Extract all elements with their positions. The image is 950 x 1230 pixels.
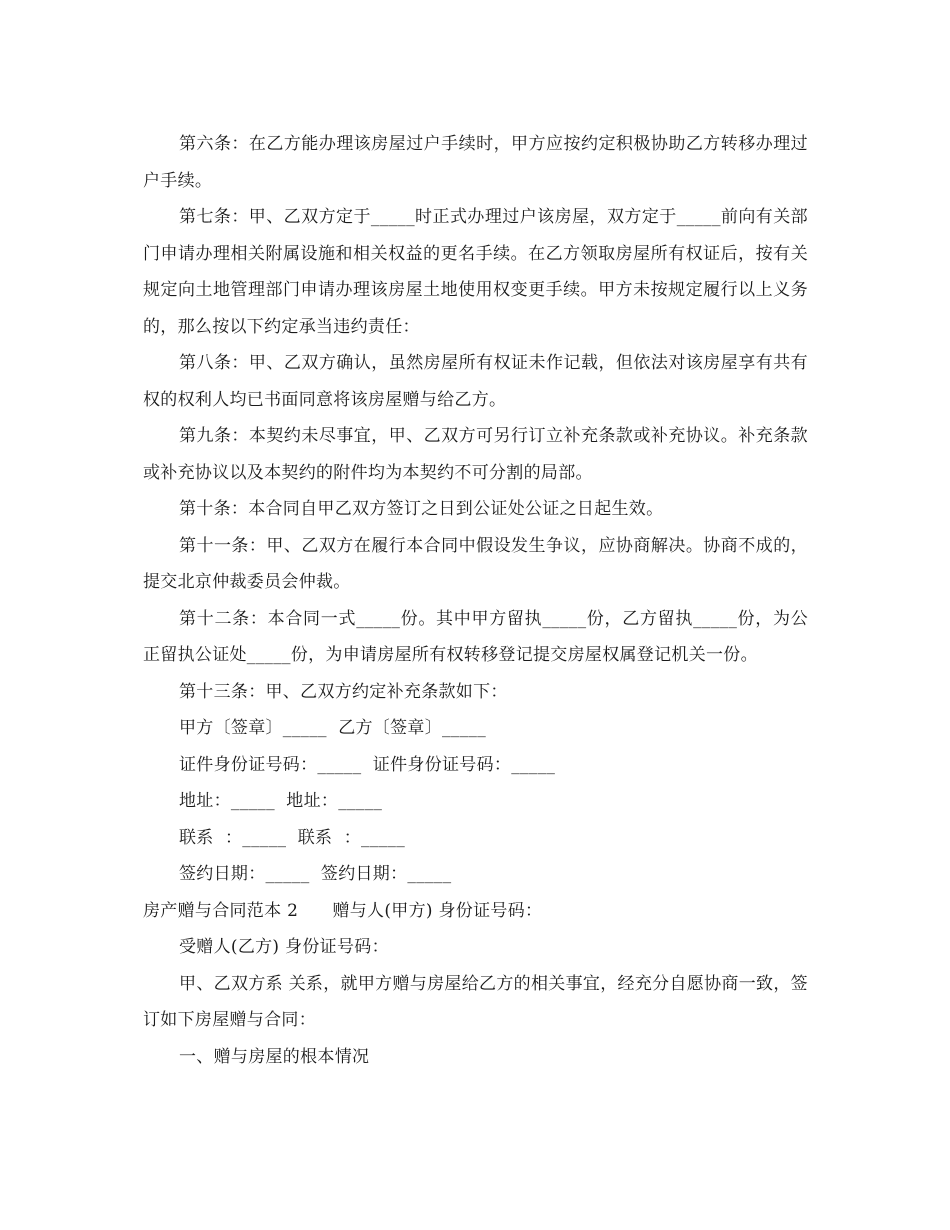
signature-line-date: 签约日期：_____ 签约日期：_____: [179, 864, 452, 884]
signature-line-seal: 甲方〔签章〕_____ 乙方〔签章〕_____: [179, 718, 487, 738]
clause-9: 第九条：本契约未尽事宜，甲、乙双方可另行订立补充条款或补充协议。补充条款或补充协议以及本契约的附件均为本契约不可分割的局部。: [143, 426, 808, 483]
clause-10: 第十条：本合同自甲乙双方签订之日到公证处公证之日起生效。: [179, 499, 664, 519]
clause-6: 第六条：在乙方能办理该房屋过户手续时，甲方应按约定积极协助乙方转移办理过户手续。: [143, 134, 808, 191]
signature-line-address: 地址：_____ 地址：_____: [179, 791, 383, 811]
clause-13: 第十三条：甲、乙双方约定补充条款如下：: [179, 681, 508, 702]
recipient-line: 受赠人(乙方) 身份证号码：: [179, 937, 389, 957]
section-one-heading: 一、赠与房屋的根本情况: [179, 1046, 370, 1067]
signature-line-contact: 联系 ：_____ 联系 ：_____: [179, 827, 406, 848]
clause-12: 第十二条：本合同一式_____份。其中甲方留执_____份，乙方留执_____份，为公正留执公证处_____份，为申请房屋所有权转移登记提交房屋权属登记机关一份。: [143, 608, 808, 665]
clause-8: 第八条：甲、乙双方确认，虽然房屋所有权证未作记载，但依法对该房屋享有共有权的权利人均已书面同意将该房屋赠与给乙方。: [143, 353, 808, 410]
intro-paragraph: 甲、乙双方系 关系，就甲方赠与房屋给乙方的相关事宜，经充分自愿协商一致，签订如下房屋赠与合同：: [143, 973, 808, 1030]
clause-11: 第十一条：甲、乙双方在履行本合同中假设发生争议，应协商解决。协商不成的，提交北京仲裁委员会仲裁。: [143, 535, 808, 592]
document-body: [143, 126, 808, 1075]
sample2-heading: 房产赠与合同范本 2 赠与人(甲方) 身份证号码：: [143, 900, 543, 921]
clause-7: 第七条：甲、乙双方定于_____时正式办理过户该房屋，双方定于_____前向有关部门申请办理相关附属设施和相关权益的更名手续。在乙方领取房屋所有权证后，按有关规定向土地管理部门申请办理该房屋土地使用权变更手续。甲方未按规定履行以上义务的，那么按以下约定承当违约责任：: [143, 207, 808, 337]
signature-block: [143, 710, 808, 893]
signature-line-id: 证件身份证号码：_____ 证件身份证号码：_____: [179, 754, 556, 775]
